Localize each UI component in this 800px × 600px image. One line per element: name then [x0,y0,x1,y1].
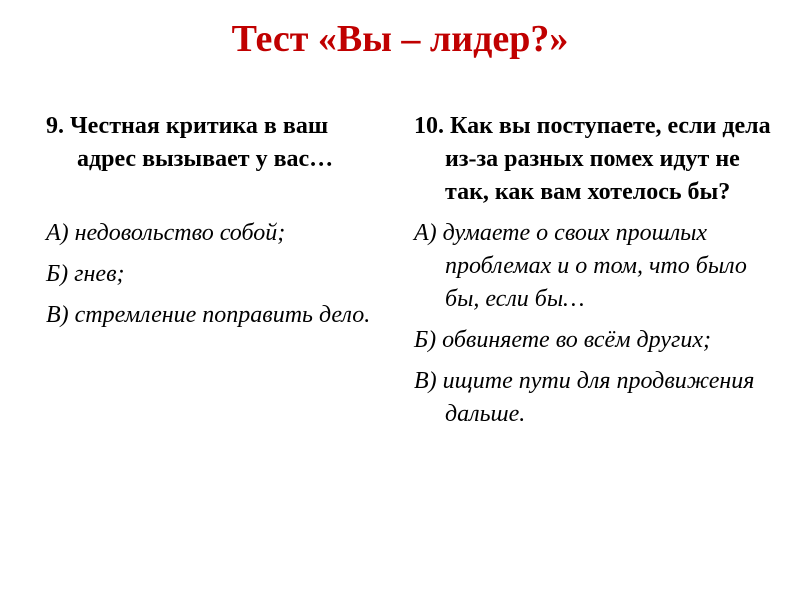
answer-9-b: Б) гнев; [46,261,125,287]
left-column [46,110,386,340]
answer-10-a: А) думаете о своих прошлых проблемах и о том, что было бы, если бы… [414,220,747,312]
right-column [414,110,786,439]
answer-9-a: А) недовольство собой; [46,220,286,246]
question-9: 9. Честная критика в ваш адрес вызывает у вас… [46,113,334,172]
answer-9-c: В) стремление поправить дело. [46,302,371,328]
slide-title: Тест «Вы – лидер?» [231,18,569,60]
spacer [46,184,386,217]
question-10: 10. Как вы поступаете, если дела из-за разных помех идут не так, как вам хотелось бы? [414,113,771,205]
answer-10-c: В) ищите пути для продвижения дальше. [414,368,755,427]
answer-10-b: Б) обвиняете во всём других; [414,327,712,353]
